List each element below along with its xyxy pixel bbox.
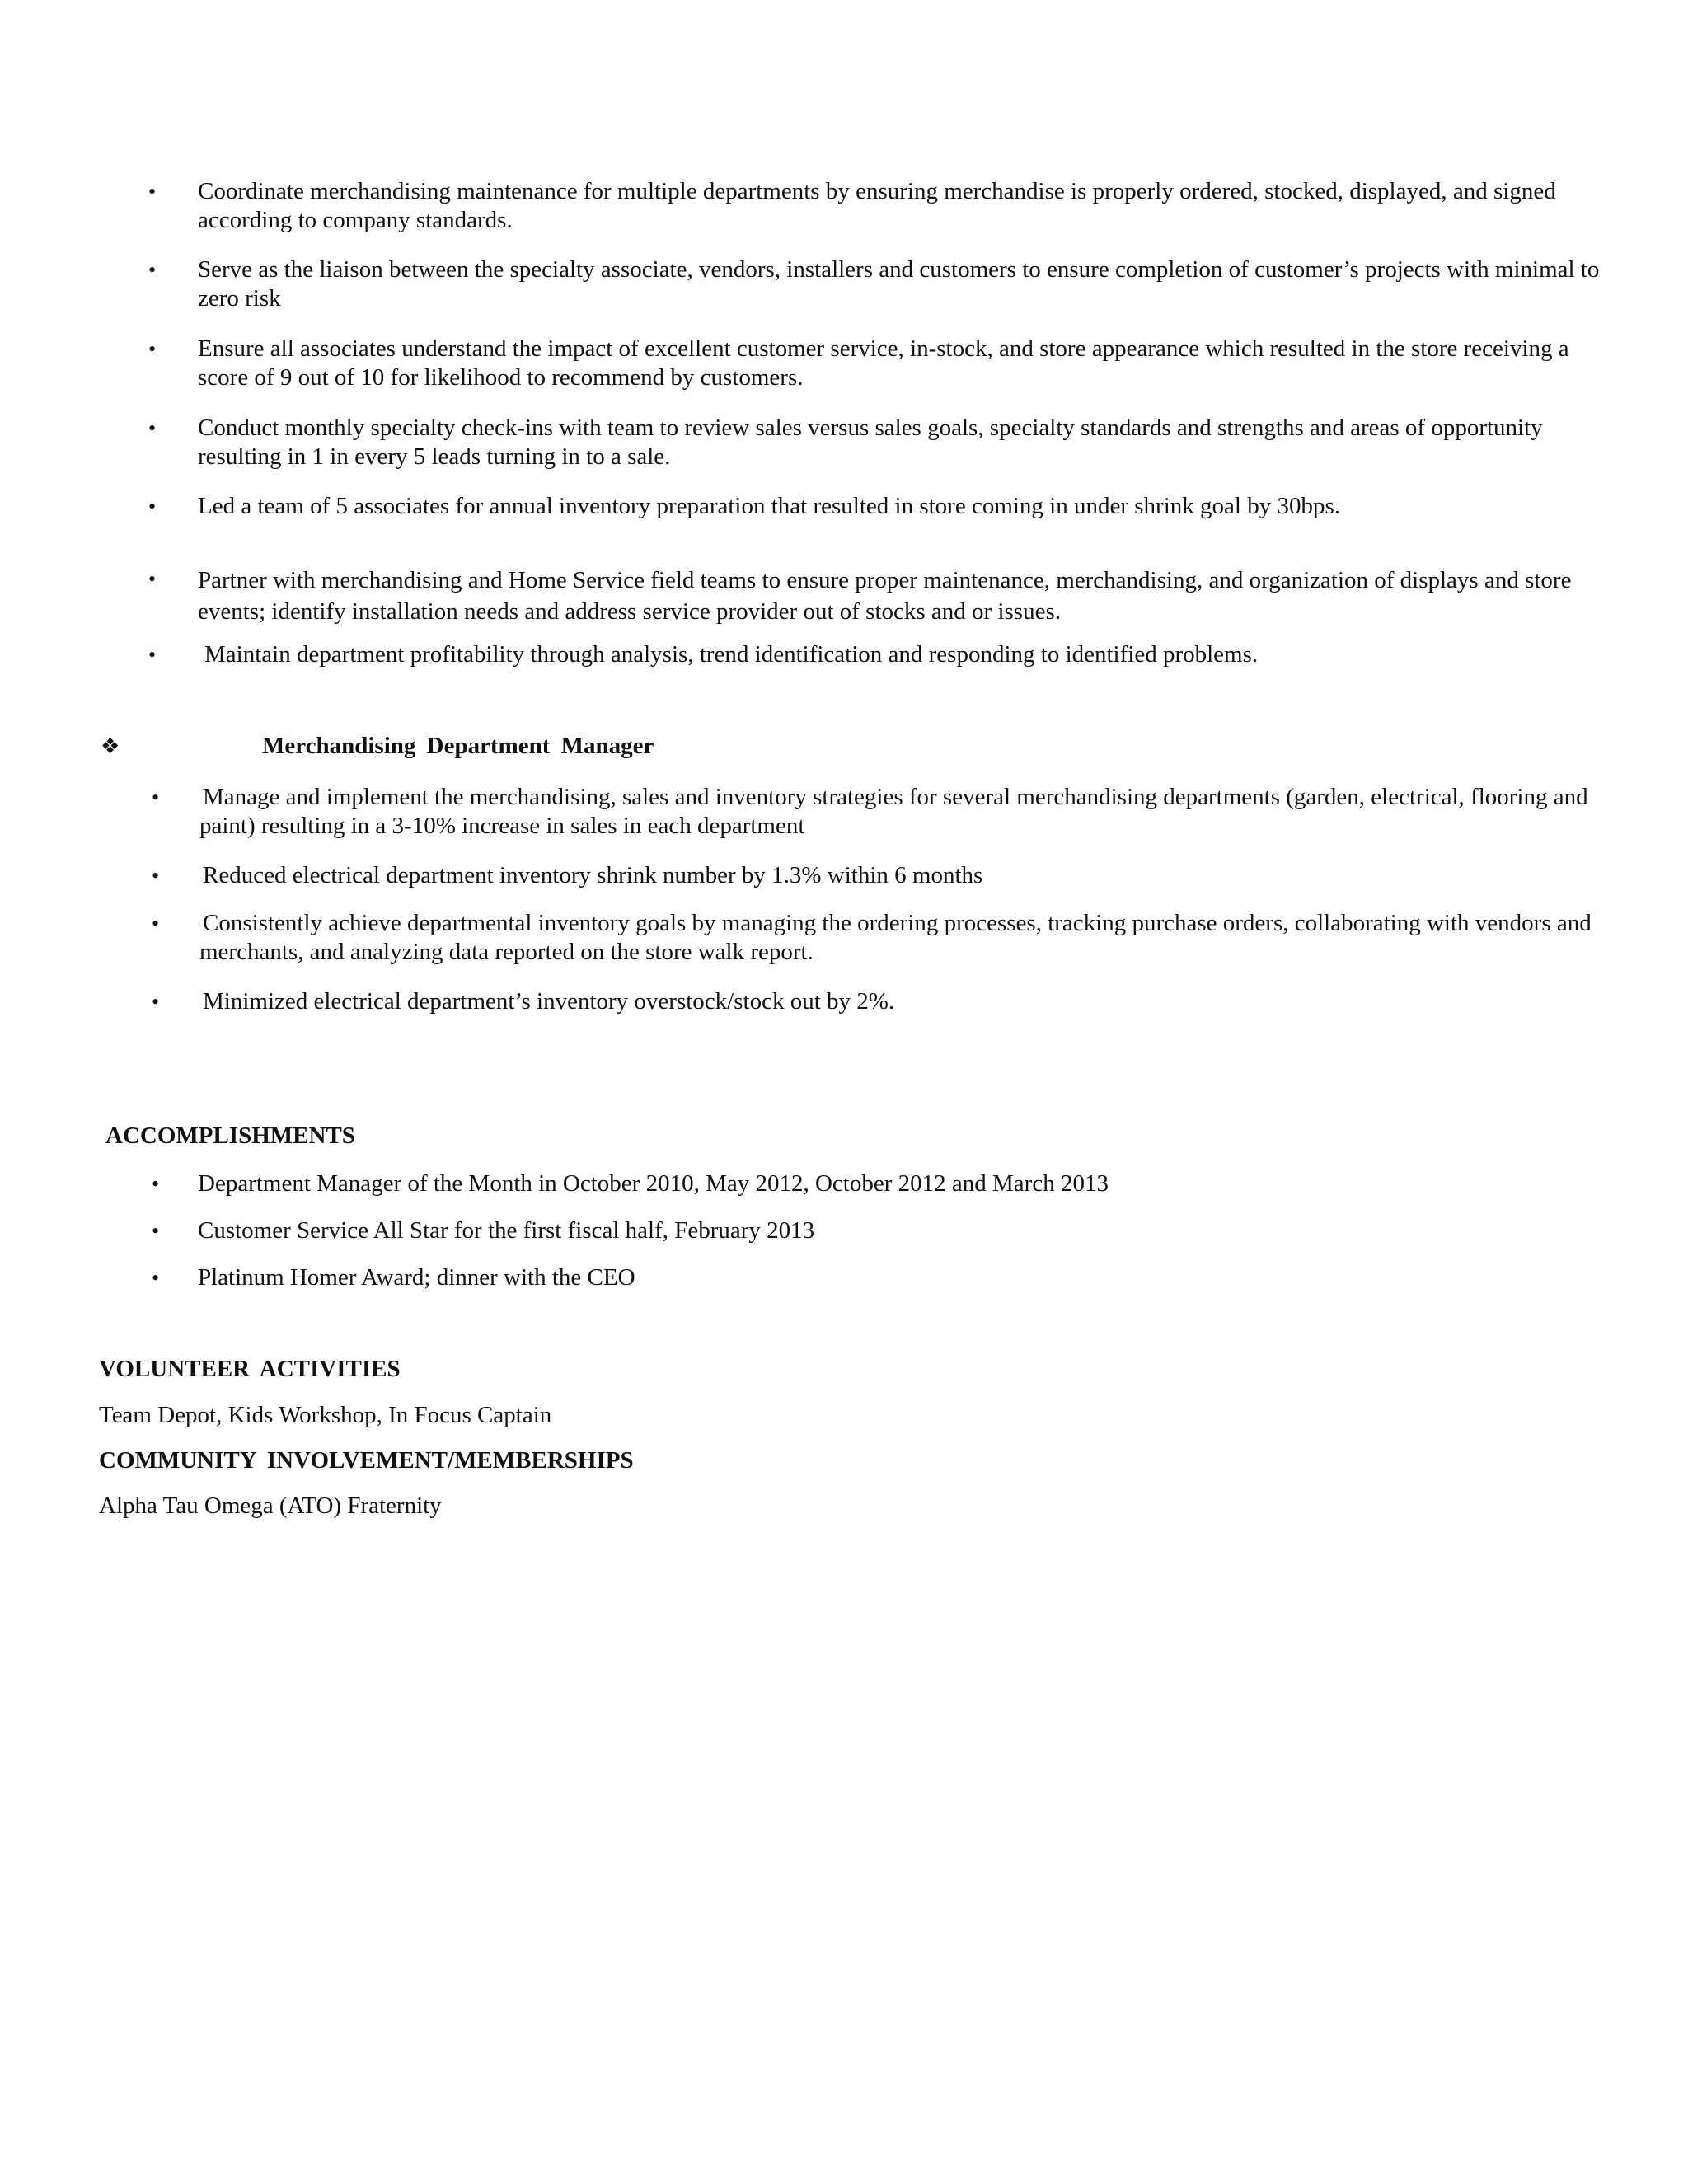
volunteer-heading: VOLUNTEER ACTIVITIES — [99, 1356, 401, 1382]
bullet-icon: • — [152, 785, 160, 809]
bullet-text: Conduct monthly specialty check-ins with team to review sales versus sales goals, specialty standards and strengths and areas of opportunity resulting in 1 in every 5 leads turning in to a sale. — [198, 415, 1543, 470]
bullet-text: Led a team of 5 associates for annual inventory preparation that resulted in store coming in under shrink goal by 30bps. — [198, 493, 1340, 519]
bullet-icon: • — [148, 416, 157, 440]
bullet-icon: • — [148, 258, 157, 282]
bullet-text: Partner with merchandising and Home Service field teams to ensure proper maintenance, merchandising, and organization of displays and store events; identify installation needs and address service provider out of stocks and or issues. — [198, 567, 1572, 625]
volunteer-text: Team Depot, Kids Workshop, In Focus Captain — [99, 1402, 552, 1428]
bullet-icon: • — [148, 643, 157, 667]
bullet-icon: • — [148, 494, 157, 518]
job-heading — [99, 732, 1582, 765]
bullet-text: Ensure all associates understand the impact of excellent customer service, in-stock, and store appearance which resulted in the store receiving a score of 9 out of 10 for likelihood to recommend by customers. — [198, 335, 1569, 391]
bullet-text: Coordinate merchandising maintenance for multiple departments by ensuring merchandise is properly ordered, stocked, displayed, and signed according to company standards. — [198, 178, 1556, 233]
job-title: Merchandising Department Manager — [262, 733, 654, 759]
diamond-bullet-icon: ❖ — [101, 734, 120, 758]
bullet-text: Reduced electrical department inventory shrink number by 1.3% within 6 months — [203, 862, 983, 888]
bullet-icon: • — [152, 1219, 160, 1243]
bullet-text: Department Manager of the Month in October 2010, May 2012, October 2012 and March 2013 — [198, 1170, 1109, 1197]
bullet-text: Manage and implement the merchandising, sales and inventory strategies for several merchandising departments (garden, electrical, flooring and paint) resulting in a 3-10% increase in sales in each department — [199, 784, 1588, 839]
bullet-text: Minimized electrical department’s inventory overstock/stock out by 2%. — [203, 988, 895, 1015]
community-heading: COMMUNITY INVOLVEMENT/MEMBERSHIPS — [99, 1447, 634, 1474]
bullet-icon: • — [148, 567, 157, 591]
bullet-icon: • — [152, 864, 160, 888]
bullet-icon: • — [152, 912, 160, 935]
community-text: Alpha Tau Omega (ATO) Fraternity — [99, 1493, 442, 1519]
accomplishments-heading: ACCOMPLISHMENTS — [106, 1122, 355, 1149]
bullet-text: Platinum Homer Award; dinner with the CEO — [198, 1264, 635, 1291]
bullet-text: Consistently achieve departmental inventory goals by managing the ordering processes, tracking purchase orders, collaborating with vendors and merchants, and analyzing data reported on the store walk report. — [199, 910, 1592, 965]
bullet-icon: • — [148, 337, 157, 361]
bullet-icon: • — [152, 990, 160, 1014]
bullet-icon: • — [152, 1172, 160, 1196]
bullet-text: Customer Service All Star for the first fiscal half, February 2013 — [198, 1217, 815, 1244]
bullet-icon: • — [148, 180, 157, 204]
bullet-icon: • — [152, 1266, 160, 1290]
bullet-text: Maintain department profitability through analysis, trend identification and responding to identified problems. — [204, 641, 1259, 668]
bullet-text: Serve as the liaison between the specialty associate, vendors, installers and customers to ensure completion of customer’s projects with minimal to zero risk — [198, 256, 1600, 312]
